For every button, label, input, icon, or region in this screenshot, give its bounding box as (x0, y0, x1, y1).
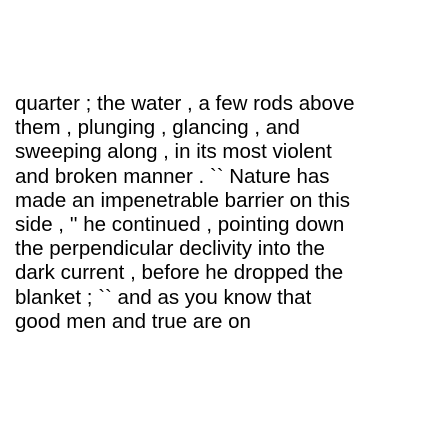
text-line: blanket ; `` and as you know that (15, 285, 312, 309)
text-line: and broken manner . `` Nature has (15, 164, 330, 188)
text-passage (15, 92, 440, 334)
text-line: them , plunging , glancing , and (15, 116, 300, 140)
text-line: side , '' he continued , pointing down (15, 213, 345, 237)
text-line: dark current , before he dropped the (15, 261, 344, 285)
text-line: quarter ; the water , a few rods above (15, 92, 355, 115)
text-line: the perpendicular declivity into the (15, 237, 325, 261)
text-line: made an impenetrable barrier on this (15, 188, 351, 212)
text-line: sweeping along , in its most violent (15, 140, 332, 164)
text-line: good men and true are on (15, 309, 251, 333)
